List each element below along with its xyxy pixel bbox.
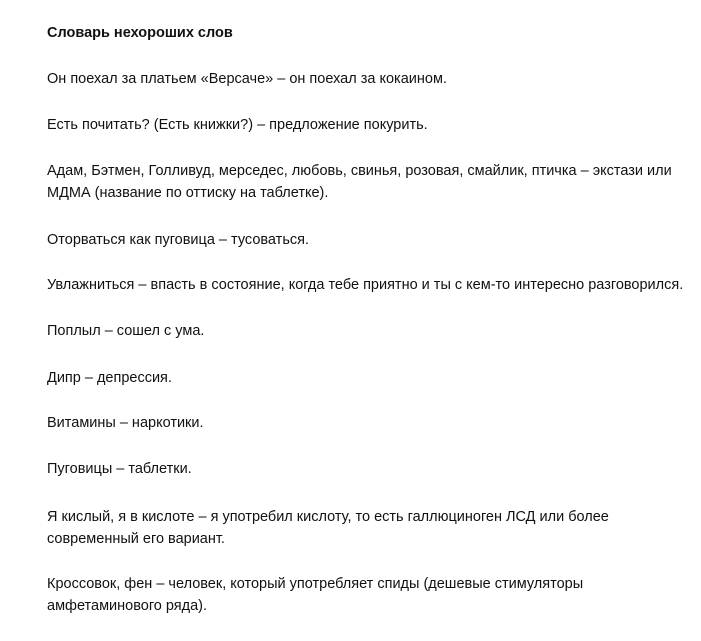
dictionary-entry: Кроссовок, фен – человек, который употребляет спиды (дешевые стимуляторы амфетаминового ряда).	[47, 576, 584, 614]
dictionary-entry: Оторваться как пуговица – тусоваться.	[47, 232, 310, 248]
dictionary-entry: Он поехал за платьем «Версаче» – он поехал за кокаином.	[47, 71, 447, 87]
page-title: Словарь нехороших слов	[47, 25, 233, 41]
dictionary-entry: Витамины – наркотики.	[47, 415, 204, 431]
dictionary-entry: Адам, Бэтмен, Голливуд, мерседес, любовь, свинья, розовая, смайлик, птичка – экстази или МДМА (название по оттиску на таблетке).	[47, 163, 672, 201]
dictionary-entry: Увлажниться – впасть в состояние, когда тебе приятно и ты с кем-то интересно разговорился.	[47, 277, 684, 293]
dictionary-entry: Дипр – депрессия.	[47, 370, 172, 386]
dictionary-entry: Есть почитать? (Есть книжки?) – предложение покурить.	[47, 117, 428, 133]
dictionary-entry: Поплыл – сошел с ума.	[47, 323, 205, 339]
dictionary-entry: Я кислый, я в кислоте – я употребил кислоту, то есть галлюциноген ЛСД или более современный его вариант.	[47, 509, 609, 547]
dictionary-entry: Пуговицы – таблетки.	[47, 461, 192, 477]
